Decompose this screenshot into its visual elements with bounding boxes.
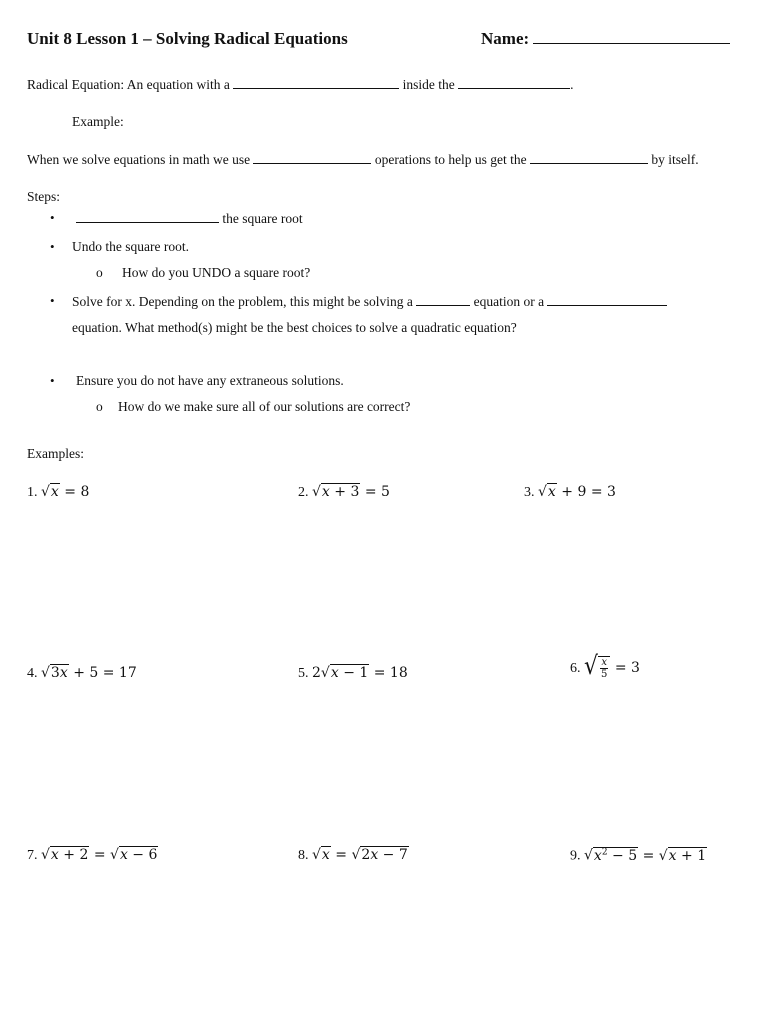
worksheet-title: Unit 8 Lesson 1 – Solving Radical Equations <box>27 29 348 48</box>
name-blank[interactable] <box>533 31 730 44</box>
name-field[interactable] <box>481 29 730 49</box>
example-9: 9. $√x^2 - 5 = √x + 1$ <box>570 847 707 864</box>
example-label: Example: <box>72 114 124 129</box>
step-2: Undo the square root. <box>72 239 189 254</box>
example-1: 1. √x = 8 <box>27 484 90 500</box>
solve-blank-1[interactable] <box>253 151 371 164</box>
sqrt-icon: √ $\frac{x}{5}$ <box>584 656 610 680</box>
definition-blank-1[interactable] <box>233 76 399 89</box>
example-2: 2. √x + 3 = 5 <box>298 484 390 500</box>
step-1: the square root <box>76 210 303 227</box>
example-7: 7. √x + 2 = √x − 6 <box>27 847 158 863</box>
name-label: Name: <box>481 29 530 48</box>
equation-3: √x + 9 = 3 <box>538 484 616 500</box>
equation-6: √ $\frac{x}{5}$ = 3 <box>584 651 640 681</box>
circle-bullet-icon: o <box>96 265 103 280</box>
equation-4: √3x + 5 = 17 <box>41 665 137 681</box>
solve-line: When we solve equations in math we use operations to help us get the by itself. <box>27 152 699 167</box>
sqrt-icon: √3x <box>41 665 68 681</box>
equation-5: 2√x − 1 = 18 <box>312 665 408 681</box>
example-8: 8. √x = √2x − 7 <box>298 847 408 863</box>
step-3-cont: equation. What method(s) might be the best choices to solve a quadratic equation? <box>72 320 517 335</box>
sqrt-icon: √x + 3 <box>312 484 360 500</box>
example-4: 4. √3x + 5 = 17 <box>27 665 137 681</box>
sqrt-icon: √2x − 7 <box>351 847 408 863</box>
solve-blank-2[interactable] <box>530 151 648 164</box>
steps-label: Steps: <box>27 189 61 204</box>
example-5: 5. 2√x − 1 = 18 <box>298 665 408 681</box>
sqrt-icon: √x − 6 <box>110 847 158 863</box>
step-3: Solve for x. Depending on the problem, this might be solving a equation or a <box>72 293 667 310</box>
sqrt-icon: √x + 2 <box>41 847 89 863</box>
equation-7: √x + 2 = √x − 6 <box>41 847 158 863</box>
sqrt-icon: √x <box>312 847 330 863</box>
step3-blank-2[interactable] <box>547 293 667 306</box>
sqrt-icon: √x − 1 <box>320 665 369 681</box>
equation-1: √x = 8 <box>41 484 90 500</box>
step3-blank-1[interactable] <box>416 293 470 306</box>
equation-8: √x = √2x − 7 <box>312 847 408 863</box>
step-2-sub: How do you UNDO a square root? <box>122 265 311 280</box>
step-4: Ensure you do not have any extraneous solutions. <box>76 373 344 388</box>
sqrt-icon: √x <box>41 484 59 500</box>
equation-2: √x + 3 = 5 <box>312 484 390 500</box>
examples-label: Examples: <box>27 446 84 461</box>
circle-bullet-icon: o <box>96 399 103 414</box>
sqrt-icon: $√x^2 - 5$ <box>584 847 638 864</box>
definition-line: Radical Equation: An equation with a inside the . <box>27 77 574 92</box>
step-4-sub: How do we make sure all of our solutions are correct? <box>118 399 411 414</box>
example-3: 3. √x + 9 = 3 <box>524 484 616 500</box>
equation-9: $√x^2 - 5 = √x + 1$ <box>584 847 707 864</box>
fraction: $\frac{x}{5}$ <box>601 657 608 680</box>
bullet-icon: • <box>50 239 55 254</box>
definition-blank-2[interactable] <box>458 76 570 89</box>
example-6: 6. √ $\frac{x}{5}$ = 3 <box>570 651 640 681</box>
step1-blank[interactable] <box>76 210 219 223</box>
bullet-icon: • <box>50 210 55 225</box>
sqrt-icon: √x <box>538 484 556 500</box>
bullet-icon: • <box>50 373 55 388</box>
sqrt-icon: √x + 1 <box>658 847 707 864</box>
bullet-icon: • <box>50 293 55 308</box>
